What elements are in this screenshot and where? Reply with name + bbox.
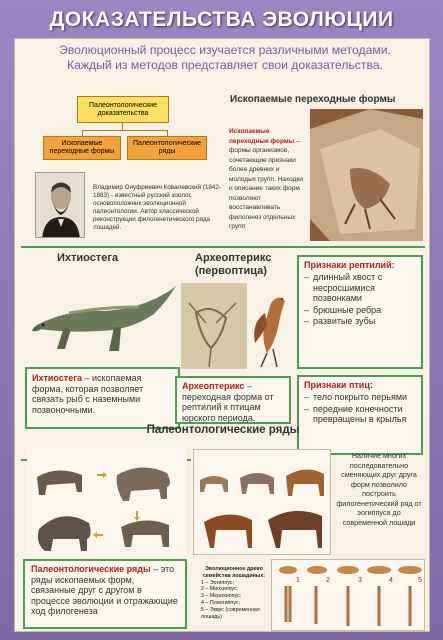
hoof-number: 5 <box>418 577 422 584</box>
rows-term: Палеонтологические ряды <box>31 564 151 574</box>
intro-line-2: Каждый из методов представляет свои доказательства. <box>67 58 383 72</box>
horse-tree-legend <box>197 566 267 620</box>
kovalevsky-caption: Владимир Онуфриевич Ковалевский (1842-1883) - известный русский зоолог, основоположник эволюционной палеонтологии. Автор классической реконструкции филогенетического ряда лошадей. <box>93 184 222 231</box>
list-item: 3 – Мерихиппус; <box>201 593 242 600</box>
content-panel <box>14 38 430 632</box>
archaeopteryx-heading-line-2: (первоптица) <box>195 265 267 277</box>
scheme-box-paleontological-rows: Палеонтологические ряды <box>127 136 207 160</box>
hoof-number: 3 <box>358 577 362 584</box>
horse-tree-title: Эволюционное древо семейства лошадиных: <box>202 566 266 579</box>
reptile-signs-box <box>297 255 423 369</box>
proboscidean-series-image <box>27 447 187 555</box>
archaeopteryx-description <box>175 376 291 424</box>
bird-signs-list <box>304 392 416 425</box>
hoof-number: 1 <box>296 577 300 584</box>
list-item: 5 – Эквус (современная лошадь) <box>201 606 260 620</box>
list-item: 2 – Миохиппус; <box>201 586 239 593</box>
scheme-connector <box>82 130 168 131</box>
fossil-forms-definition: – формы организмов, сочетающие признаки более древних и молодых групп. Находки и описание таких форм позволяют восстанавливать филогенез отдельных групп <box>229 137 303 230</box>
archaeopteryx-definition: – переходная форма от рептилий к птицам юрского периода. <box>182 381 274 423</box>
archaeopteryx-heading-line-1: Археоптерикс <box>195 252 272 264</box>
ichthyostega-image <box>29 269 179 359</box>
scheme-box-paleontological-evidence: Палеонтологические доказательства <box>77 96 169 123</box>
list-item: 4 – Плиогиппус; <box>201 599 240 606</box>
rows-description <box>23 559 187 629</box>
list-item: – брюшные ребра <box>304 305 416 316</box>
reptile-signs-heading: Признаки рептилий: <box>304 260 395 270</box>
list-item: – длинный хвост с несросшимися позвонками <box>304 272 416 304</box>
fossil-slab-image <box>310 109 423 241</box>
archaeopteryx-reconstruction-image <box>251 283 295 369</box>
reptile-signs-list <box>304 272 416 327</box>
hoof-number: 2 <box>326 577 330 584</box>
kovalevsky-portrait <box>35 172 85 238</box>
bird-signs-heading: Признаки птиц: <box>304 380 373 390</box>
bird-signs-box <box>297 375 423 455</box>
horse-series-text: Наличие многих последовательно сменяющих друг друга форм позволило построить филогенетический ряд от эогиппуса до современной лошади <box>336 451 422 527</box>
archaeopteryx-fossil-image <box>181 283 247 369</box>
archaeopteryx-heading <box>195 252 271 278</box>
list-item: 1 – Эогиппус; <box>201 579 234 586</box>
rows-heading: Палеонтологические ряды <box>146 424 300 436</box>
list-item: – передние конечности превращены в крылья <box>304 404 416 425</box>
fossil-forms-heading: Ископаемые переходные формы <box>230 94 396 105</box>
fossil-forms-text <box>229 127 307 232</box>
ichthyostega-definition: – ископаемая форма, которая позволяет связать рыб с наземными позвоночными. <box>32 373 144 415</box>
list-item: – развитые зубы <box>304 316 416 327</box>
list-item: – тело покрыто перьями <box>304 392 416 403</box>
intro-line-1: Эволюционный процесс изучается различными методами. <box>59 43 391 57</box>
ichthyostega-description <box>25 367 180 429</box>
rows-definition: – это ряды ископаемых форм, связанные друг с другом в процессе эволюции и отражающие ход филогенеза <box>31 564 178 616</box>
hoof-number: 4 <box>389 577 393 584</box>
scheme-connector <box>122 123 123 130</box>
archaeopteryx-term: Археоптерикс <box>182 381 245 391</box>
section-divider <box>21 246 425 248</box>
horse-limbs-skulls-image <box>271 559 425 631</box>
scheme-box-transitional-forms: Ископаемые переходные формы <box>43 136 121 160</box>
horse-series-image <box>193 449 331 555</box>
intro-text <box>33 43 417 73</box>
fossil-forms-term: Ископаемые переходные формы <box>229 128 295 145</box>
ichthyostega-heading: Ихтиостега <box>57 252 119 264</box>
ichthyostega-term: Ихтиостега <box>32 373 82 383</box>
poster-title: ДОКАЗАТЕЛЬСТВА ЭВОЛЮЦИИ <box>49 8 394 31</box>
